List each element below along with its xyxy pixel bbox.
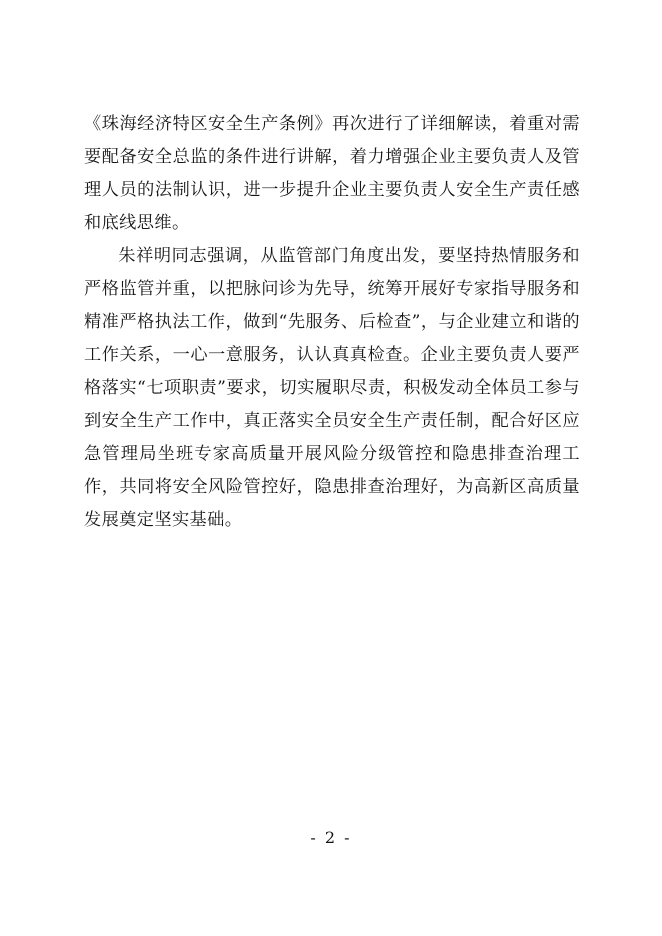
page-number: - 2 - <box>310 828 352 847</box>
paragraph-2: 朱祥明同志强调，从监管部门角度出发，要坚持热情服务和严格监管并重，以把脉问诊为先导，统筹开展好专家指导服务和精准严格执法工作，做到“先服务、后检查”，与企业建立和谐的工作关系，一心一意服务，认认真真检查。企业主要负责人要严格落实“七项职责”要求，切实履职尽责，积极发动全体员工参与到安全生产工作中，真正落实全员安全生产责任制，配合好区应急管理局坐班专家高质量开展风险分级管控和隐患排查治理工作，共同将安全风险管控好，隐患排查治理好，为高新区高质量发展奠定坚实基础。 <box>84 246 580 530</box>
page-footer <box>0 828 662 847</box>
paragraph-1: 《珠海经济特区安全生产条例》再次进行了详细解读，着重对需要配备安全总监的条件进行讲解，着力增强企业主要负责人及管理人员的法制认识，进一步提升企业主要负责人安全生产责任感和底线思维。 <box>84 114 580 233</box>
document-body <box>84 108 580 537</box>
